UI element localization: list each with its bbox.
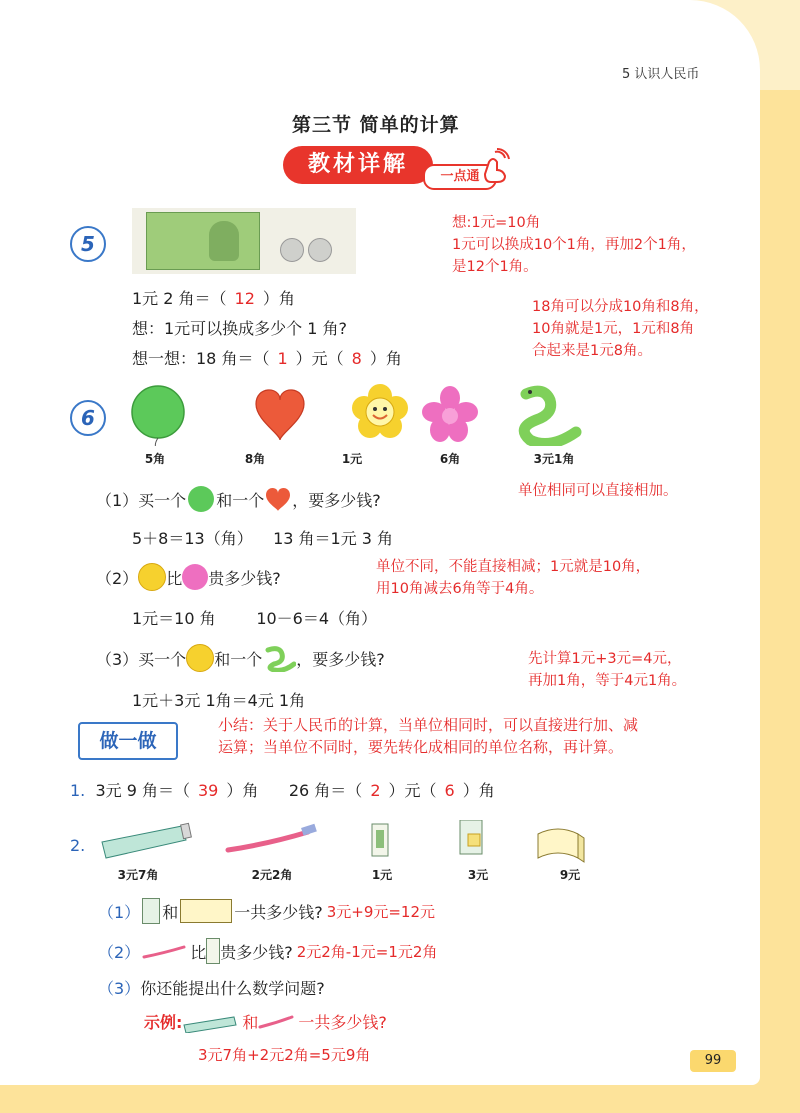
ex6-a1: 5＋8＝13（角） 13 角＝1元 3 角 xyxy=(132,529,394,548)
note-line: 先计算1元+3元=4元， xyxy=(528,651,682,667)
answer: 39 xyxy=(197,781,219,800)
note-line: 运算；当单位不同时，要先转化成相同的单位名称，再计算。 xyxy=(218,738,624,756)
answer: 6 xyxy=(444,781,455,800)
ex6-q2 xyxy=(96,563,281,591)
practice-2-2 xyxy=(98,938,437,964)
text: ）角 xyxy=(462,781,495,800)
ex5-line2 xyxy=(132,346,402,369)
banner-sub: 一点通 xyxy=(423,164,497,190)
text: （2） xyxy=(96,568,139,588)
text: 和一个 xyxy=(216,490,265,510)
note-line: 合起来是1元8角。 xyxy=(532,343,652,359)
answer: 2元2角-1元=1元2角 xyxy=(296,942,438,961)
practice-2-1 xyxy=(98,898,435,924)
note-line: 想:1元=10角 xyxy=(452,215,541,231)
note-line: 是12个1角。 xyxy=(452,259,538,275)
ex6-q1 xyxy=(96,486,381,512)
banknote-one-yuan xyxy=(146,212,260,270)
toothbrush-icon xyxy=(258,1013,298,1031)
price-label: 3元1角 xyxy=(533,452,575,466)
price-label: 9元 xyxy=(559,868,581,882)
text: 比 xyxy=(166,568,183,588)
note-line: 再加1角，等于4元1角。 xyxy=(528,673,687,689)
flower-balloon-icon xyxy=(352,384,408,438)
text: 贵多少钱? xyxy=(220,942,293,962)
item-number: 1. xyxy=(70,781,86,800)
banner xyxy=(283,146,513,192)
banner-main: 教材详解 xyxy=(283,146,433,184)
soap-bar-icon xyxy=(372,824,388,856)
text: 3元 9 角＝（ xyxy=(95,781,190,800)
answer: 3元+9元=12元 xyxy=(326,902,436,921)
price-label: 3元7角 xyxy=(117,868,159,882)
practice-2-number: 2. xyxy=(70,836,86,855)
pink-flower-balloon-icon xyxy=(182,564,208,590)
text: 1元 2 角＝（ xyxy=(132,289,227,308)
text: ）元（ xyxy=(388,781,437,800)
price-label: 2元2角 xyxy=(251,868,293,882)
text: （1）买一个 xyxy=(96,490,187,510)
note-line: 10角就是1元，1元和8角 xyxy=(532,321,695,337)
answer: 2 xyxy=(370,781,381,800)
price-label: 6角 xyxy=(439,452,461,466)
towel-icon xyxy=(538,829,584,862)
toothbrush-icon xyxy=(228,824,317,850)
flower-balloon-icon xyxy=(186,644,214,672)
item-number: （3） xyxy=(98,979,141,998)
page-number: 99 xyxy=(690,1050,736,1072)
towel-icon xyxy=(180,899,232,923)
text: 想一想：18 角＝（ xyxy=(132,349,270,368)
chapter-header: 5 认识人民币 xyxy=(622,67,700,82)
heart-balloon-icon xyxy=(264,487,292,511)
ex6-a2: 1元＝10 角 10－6＝4（角） xyxy=(132,609,378,628)
round-balloon-icon xyxy=(132,386,184,446)
note-line: 单位不同，不能直接相减；1元就是10角， xyxy=(376,559,651,575)
text: ）角 xyxy=(262,289,295,308)
text: ，要多少钱? xyxy=(296,649,385,669)
answer: 12 xyxy=(234,289,255,308)
text: ，要多少钱? xyxy=(292,490,381,510)
text: 和 xyxy=(242,1013,259,1032)
ex6-note-q2 xyxy=(376,556,650,600)
toothbrush-icon xyxy=(140,941,190,961)
items-row xyxy=(98,820,598,864)
text: ）元（ xyxy=(295,349,344,368)
ex5-think: 想：1元可以换成多少个 1 角? xyxy=(132,319,348,338)
ex5-note1 xyxy=(452,212,696,278)
note-line: 用10角减去6角等于4角。 xyxy=(376,581,544,597)
text: 和 xyxy=(162,902,179,922)
text: 和一个 xyxy=(214,649,263,669)
ex6-q3 xyxy=(96,644,385,672)
pink-flower-balloon-icon xyxy=(422,386,478,442)
text: ）角 26 角＝（ xyxy=(226,781,363,800)
text: 一共多少钱? xyxy=(298,1013,387,1032)
ex5-line1 xyxy=(132,286,295,309)
hand-pointer-icon xyxy=(481,148,511,184)
note-line: 1元可以换成10个1角，再加2个1角， xyxy=(452,237,696,253)
practice-2-3 xyxy=(98,976,325,999)
item-number: （1） xyxy=(98,902,141,922)
coin xyxy=(280,238,304,262)
balloons-row xyxy=(128,384,598,446)
price-label: 1元 xyxy=(371,868,393,882)
heart-balloon-icon xyxy=(256,390,304,440)
section-title: 第三节 简单的计算 xyxy=(292,114,460,136)
price-label: 5角 xyxy=(144,452,166,466)
note-line: 18角可以分成10角和8角， xyxy=(532,299,709,315)
coin xyxy=(308,238,332,262)
ex6-note-q1: 单位相同可以直接相加。 xyxy=(518,483,678,499)
soap-box-icon xyxy=(142,898,160,924)
money-photo xyxy=(132,208,356,274)
item-number: （2） xyxy=(98,942,141,962)
text: 一共多少钱? xyxy=(234,902,323,922)
snake-balloon-icon xyxy=(524,390,576,444)
ex5-note2 xyxy=(532,296,709,362)
toothpaste-icon xyxy=(102,823,191,858)
text: 贵多少钱? xyxy=(208,568,281,588)
answer: 8 xyxy=(351,349,362,368)
ex6-note-q3 xyxy=(528,648,686,692)
soap-box-icon xyxy=(460,820,482,854)
price-label: 8角 xyxy=(244,452,266,466)
example-answer: 3元7角+2元2角=5元9角 xyxy=(198,1046,371,1064)
text: 比 xyxy=(190,942,207,962)
snake-balloon-icon xyxy=(262,644,296,672)
price-label: 3元 xyxy=(467,868,489,882)
price-label: 1元 xyxy=(341,452,363,466)
example-5-badge: 5 xyxy=(70,226,106,262)
ex6-a3: 1元＋3元 1角＝4元 1角 xyxy=(132,691,306,710)
toothpaste-icon xyxy=(182,1011,242,1033)
example-question xyxy=(144,1010,387,1033)
example-label: 示例: xyxy=(144,1013,183,1032)
flower-balloon-icon xyxy=(138,563,166,591)
text: 你还能提出什么数学问题? xyxy=(140,979,325,998)
answer: 1 xyxy=(277,349,288,368)
practice-1 xyxy=(70,778,495,801)
example-6-badge: 6 xyxy=(70,400,106,436)
text: （3）买一个 xyxy=(96,649,187,669)
portrait xyxy=(209,221,239,261)
text: ）角 xyxy=(369,349,402,368)
soap-bar-icon xyxy=(206,938,220,964)
round-balloon-icon xyxy=(188,486,214,512)
practice-badge: 做一做 xyxy=(78,722,178,760)
note-line: 小结：关于人民币的计算，当单位相同时，可以直接进行加、减 xyxy=(218,716,639,734)
practice-summary xyxy=(218,714,638,758)
